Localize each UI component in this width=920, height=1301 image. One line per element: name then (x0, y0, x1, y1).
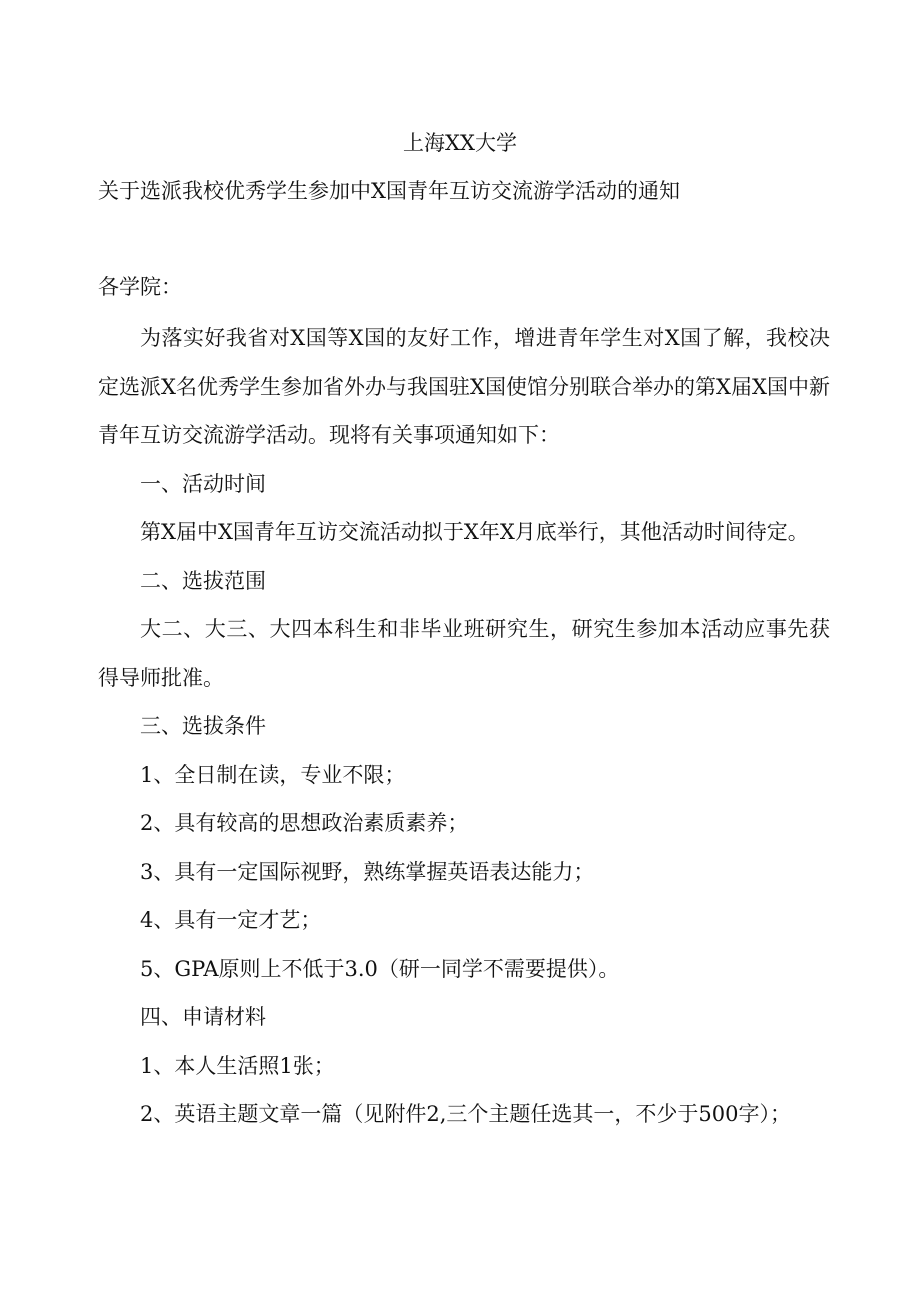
notice-title: 关于选派我校优秀学生参加中X国青年互访交流游学活动的通知 (98, 179, 680, 203)
selection-scope-paragraph: 大二、大三、大四本科生和非毕业班研究生，研究生参加本活动应事先获得导师批准。 (98, 617, 830, 690)
section-heading-selection-scope: 二、选拔范围 (140, 568, 266, 593)
intro-paragraph: 为落实好我省对X国等X国的友好工作，增进青年学生对X国了解，我校决定选派X名优秀学生参加省外办与我国驻X国使馆分别联合举办的第X届X国中新青年互访交流游学活动。现将有关事项通知如下： (98, 326, 830, 447)
materials-item: 1、本人生活照1张； (140, 1053, 335, 1078)
university-name: 上海XX大学 (403, 131, 517, 155)
notice-body (98, 314, 830, 1139)
activity-time-paragraph: 第X届中X国青年互访交流活动拟于X年X月底举行，其他活动时间待定。 (140, 520, 809, 544)
section-heading-selection-criteria: 三、选拔条件 (140, 714, 266, 738)
section-heading-application-materials: 四、申请材料 (140, 1005, 266, 1029)
criteria-item: 5、GPA原则上不低于3.0（研一同学不需要提供）。 (140, 956, 620, 981)
materials-item: 2、英语主题文章一篇（见附件2,三个主题任选其一，不少于500字）； (140, 1102, 791, 1126)
criteria-item: 3、具有一定国际视野，熟练掌握英语表达能力； (140, 859, 595, 884)
criteria-item: 4、具有一定才艺； (140, 908, 322, 932)
salutation: 各学院： (98, 275, 182, 299)
criteria-item: 2、具有较高的思想政治素质素养； (140, 811, 469, 835)
criteria-item: 1、全日制在读，专业不限； (140, 762, 406, 787)
section-heading-activity-time: 一、活动时间 (140, 471, 266, 496)
